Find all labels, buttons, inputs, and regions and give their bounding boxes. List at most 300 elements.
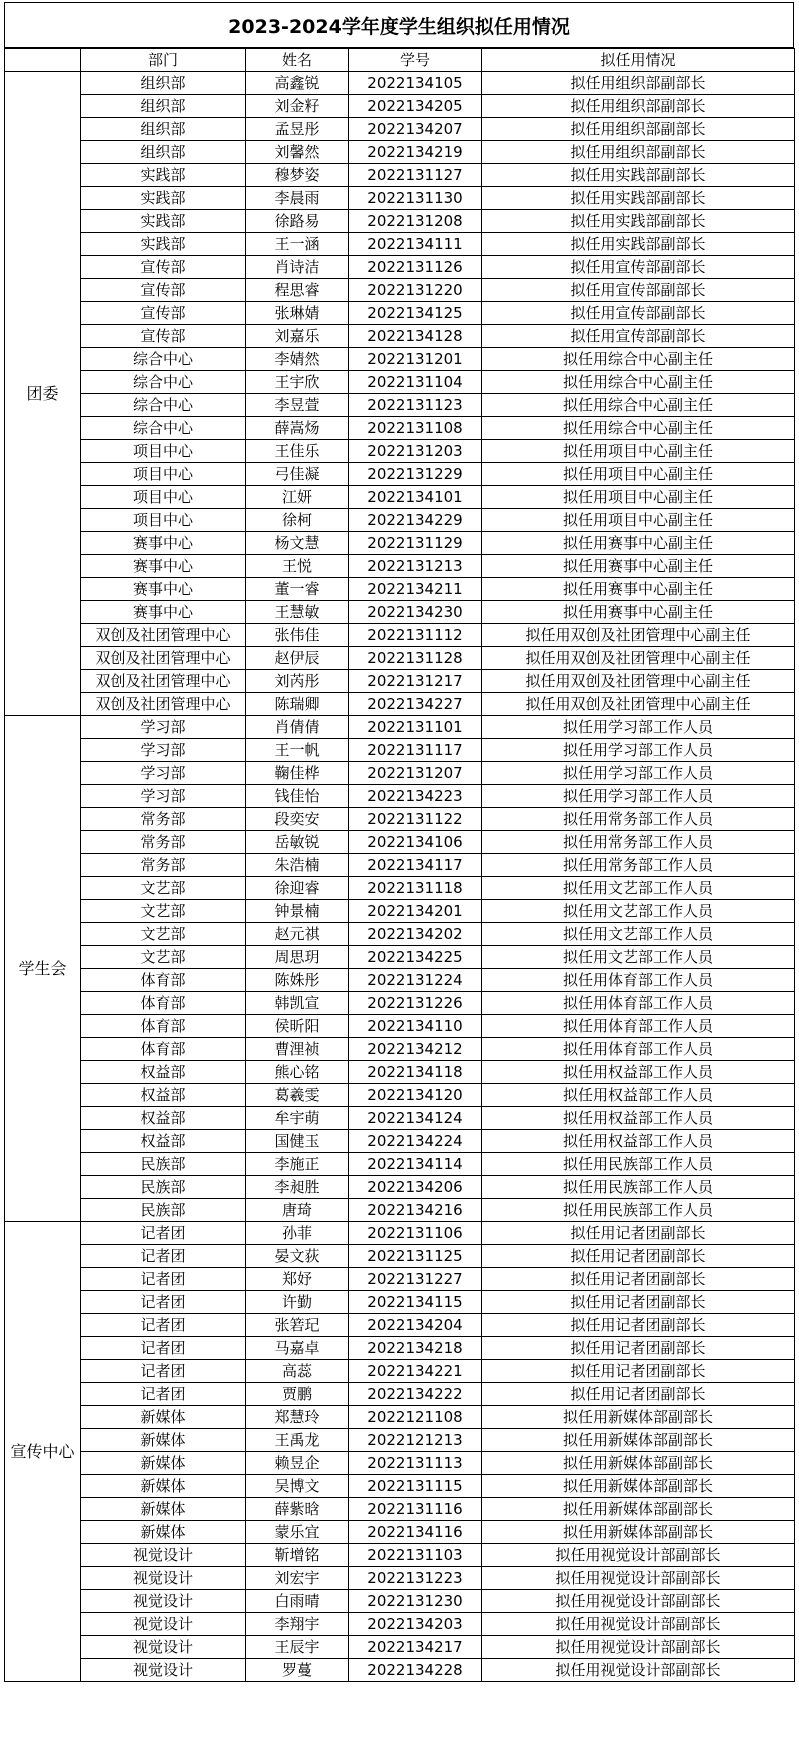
cell-appointment: 拟任用宣传部副部长 [482,256,795,279]
cell-student-id: 2022134206 [349,1176,482,1199]
cell-name: 王佳乐 [246,440,349,463]
cell-name: 陈瑞卿 [246,693,349,716]
cell-name: 朱浩楠 [246,854,349,877]
cell-student-id: 2022121213 [349,1429,482,1452]
cell-student-id: 2022134203 [349,1613,482,1636]
table-row [5,900,795,923]
header-student-id: 学号 [349,49,482,72]
table-row [5,394,795,417]
table-row [5,1061,795,1084]
cell-department: 文艺部 [81,923,246,946]
cell-appointment: 拟任用新媒体部副部长 [482,1452,795,1475]
cell-department: 实践部 [81,210,246,233]
cell-appointment: 拟任用综合中心副主任 [482,371,795,394]
table-row [5,946,795,969]
cell-name: 赵伊辰 [246,647,349,670]
table-row [5,647,795,670]
cell-student-id: 2022131118 [349,877,482,900]
cell-department: 权益部 [81,1107,246,1130]
cell-student-id: 2022134120 [349,1084,482,1107]
cell-student-id: 2022134116 [349,1521,482,1544]
cell-department: 常务部 [81,831,246,854]
cell-student-id: 2022134219 [349,141,482,164]
cell-department: 组织部 [81,141,246,164]
cell-name: 葛羲雯 [246,1084,349,1107]
cell-student-id: 2022134105 [349,72,482,95]
table-row [5,164,795,187]
cell-appointment: 拟任用组织部副部长 [482,72,795,95]
table-row [5,1107,795,1130]
cell-department: 文艺部 [81,900,246,923]
cell-student-id: 2022131217 [349,670,482,693]
cell-student-id: 2022131130 [349,187,482,210]
cell-department: 组织部 [81,118,246,141]
cell-name: 孙菲 [246,1222,349,1245]
table-row [5,1153,795,1176]
cell-student-id: 2022134128 [349,325,482,348]
table-row [5,348,795,371]
cell-appointment: 拟任用项目中心副主任 [482,463,795,486]
header-name: 姓名 [246,49,349,72]
cell-name: 韩凯宣 [246,992,349,1015]
table-row [5,1245,795,1268]
cell-department: 综合中心 [81,348,246,371]
cell-student-id: 2022134106 [349,831,482,854]
cell-student-id: 2022131104 [349,371,482,394]
table-row [5,210,795,233]
cell-student-id: 2022134117 [349,854,482,877]
cell-appointment: 拟任用项目中心副主任 [482,486,795,509]
cell-name: 侯昕阳 [246,1015,349,1038]
cell-department: 视觉设计 [81,1613,246,1636]
cell-name: 肖倩倩 [246,716,349,739]
cell-name: 熊心铭 [246,1061,349,1084]
table-row [5,1406,795,1429]
cell-department: 学习部 [81,785,246,808]
cell-name: 赵元祺 [246,923,349,946]
cell-name: 徐柯 [246,509,349,532]
cell-department: 赛事中心 [81,532,246,555]
cell-appointment: 拟任用文艺部工作人员 [482,877,795,900]
cell-student-id: 2022131106 [349,1222,482,1245]
cell-department: 记者团 [81,1245,246,1268]
cell-appointment: 拟任用新媒体部副部长 [482,1498,795,1521]
cell-department: 学习部 [81,716,246,739]
table-row [5,877,795,900]
cell-appointment: 拟任用记者团副部长 [482,1268,795,1291]
cell-department: 体育部 [81,969,246,992]
cell-name: 赖昱企 [246,1452,349,1475]
cell-student-id: 2022134205 [349,95,482,118]
cell-name: 王辰宇 [246,1636,349,1659]
cell-appointment: 拟任用常务部工作人员 [482,831,795,854]
cell-name: 李施正 [246,1153,349,1176]
table-row [5,486,795,509]
cell-appointment: 拟任用视觉设计部副部长 [482,1544,795,1567]
cell-student-id: 2022131129 [349,532,482,555]
cell-appointment: 拟任用学习部工作人员 [482,739,795,762]
cell-name: 岳敏锐 [246,831,349,854]
header-org-blank [5,49,81,72]
cell-student-id: 2022131213 [349,555,482,578]
cell-student-id: 2022131220 [349,279,482,302]
cell-name: 李昱萱 [246,394,349,417]
cell-name: 郑妤 [246,1268,349,1291]
cell-appointment: 拟任用权益部工作人员 [482,1107,795,1130]
cell-appointment: 拟任用新媒体部副部长 [482,1521,795,1544]
cell-appointment: 拟任用记者团副部长 [482,1245,795,1268]
cell-department: 双创及社团管理中心 [81,624,246,647]
cell-department: 综合中心 [81,394,246,417]
cell-name: 高蕊 [246,1360,349,1383]
table-row [5,417,795,440]
cell-student-id: 2022131117 [349,739,482,762]
cell-student-id: 2022134222 [349,1383,482,1406]
cell-appointment: 拟任用学习部工作人员 [482,785,795,808]
cell-department: 学习部 [81,762,246,785]
cell-appointment: 拟任用民族部工作人员 [482,1153,795,1176]
table-row [5,1084,795,1107]
cell-student-id: 2022134223 [349,785,482,808]
cell-student-id: 2022134224 [349,1130,482,1153]
cell-name: 徐路易 [246,210,349,233]
cell-appointment: 拟任用组织部副部长 [482,118,795,141]
cell-name: 刘芮彤 [246,670,349,693]
cell-appointment: 拟任用实践部副部长 [482,210,795,233]
cell-appointment: 拟任用视觉设计部副部长 [482,1590,795,1613]
cell-name: 晏文荻 [246,1245,349,1268]
cell-department: 视觉设计 [81,1636,246,1659]
cell-student-id: 2022131116 [349,1498,482,1521]
cell-appointment: 拟任用权益部工作人员 [482,1130,795,1153]
cell-name: 蒙乐宜 [246,1521,349,1544]
cell-name: 唐琦 [246,1199,349,1222]
cell-student-id: 2022131227 [349,1268,482,1291]
cell-department: 新媒体 [81,1406,246,1429]
cell-student-id: 2022134225 [349,946,482,969]
table-row [5,1314,795,1337]
table-row [5,693,795,716]
cell-department: 宣传部 [81,302,246,325]
cell-appointment: 拟任用新媒体部副部长 [482,1429,795,1452]
cell-name: 王慧敏 [246,601,349,624]
cell-department: 视觉设计 [81,1567,246,1590]
cell-appointment: 拟任用体育部工作人员 [482,1038,795,1061]
cell-appointment: 拟任用民族部工作人员 [482,1176,795,1199]
table-row [5,1659,795,1682]
table-row [5,279,795,302]
cell-appointment: 拟任用常务部工作人员 [482,854,795,877]
table-row [5,785,795,808]
cell-student-id: 2022131208 [349,210,482,233]
cell-student-id: 2022131125 [349,1245,482,1268]
cell-student-id: 2022131113 [349,1452,482,1475]
table-row [5,187,795,210]
cell-student-id: 2022134115 [349,1291,482,1314]
cell-appointment: 拟任用双创及社团管理中心副主任 [482,670,795,693]
cell-department: 记者团 [81,1222,246,1245]
table-row [5,969,795,992]
cell-student-id: 2022131122 [349,808,482,831]
cell-student-id: 2022134217 [349,1636,482,1659]
table-row [5,1429,795,1452]
cell-appointment: 拟任用体育部工作人员 [482,992,795,1015]
cell-name: 王宇欣 [246,371,349,394]
cell-organization: 宣传中心 [5,1222,81,1682]
cell-appointment: 拟任用学习部工作人员 [482,716,795,739]
cell-department: 权益部 [81,1084,246,1107]
cell-name: 陈姝彤 [246,969,349,992]
table-row [5,854,795,877]
cell-name: 李晨雨 [246,187,349,210]
cell-student-id: 2022134216 [349,1199,482,1222]
cell-student-id: 2022131108 [349,417,482,440]
cell-name: 程思睿 [246,279,349,302]
cell-student-id: 2022131226 [349,992,482,1015]
cell-appointment: 拟任用综合中心副主任 [482,394,795,417]
cell-name: 薛紫晗 [246,1498,349,1521]
cell-student-id: 2022131126 [349,256,482,279]
cell-appointment: 拟任用赛事中心副主任 [482,578,795,601]
cell-student-id: 2022134230 [349,601,482,624]
cell-student-id: 2022131103 [349,1544,482,1567]
cell-student-id: 2022134110 [349,1015,482,1038]
table-row [5,1199,795,1222]
cell-name: 曹浬祯 [246,1038,349,1061]
table-row [5,1015,795,1038]
table-row [5,1590,795,1613]
cell-appointment: 拟任用项目中心副主任 [482,509,795,532]
cell-student-id: 2022134118 [349,1061,482,1084]
cell-appointment: 拟任用实践部副部长 [482,187,795,210]
cell-department: 体育部 [81,1038,246,1061]
cell-department: 宣传部 [81,279,246,302]
cell-appointment: 拟任用学习部工作人员 [482,762,795,785]
cell-name: 李翔宇 [246,1613,349,1636]
cell-student-id: 2022134227 [349,693,482,716]
cell-department: 权益部 [81,1061,246,1084]
cell-department: 视觉设计 [81,1659,246,1682]
cell-name: 李昶胜 [246,1176,349,1199]
document-title: 2023-2024学年度学生组织拟任用情况 [4,2,794,48]
cell-appointment: 拟任用视觉设计部副部长 [482,1613,795,1636]
cell-name: 穆梦姿 [246,164,349,187]
cell-department: 学习部 [81,739,246,762]
cell-name: 李婧然 [246,348,349,371]
cell-department: 记者团 [81,1360,246,1383]
cell-appointment: 拟任用记者团副部长 [482,1383,795,1406]
cell-appointment: 拟任用赛事中心副主任 [482,601,795,624]
table-row [5,118,795,141]
table-row [5,1130,795,1153]
cell-name: 段奕安 [246,808,349,831]
table-row [5,716,795,739]
cell-department: 实践部 [81,187,246,210]
cell-department: 新媒体 [81,1452,246,1475]
cell-name: 江妍 [246,486,349,509]
cell-name: 肖诗洁 [246,256,349,279]
table-row [5,1636,795,1659]
cell-department: 项目中心 [81,509,246,532]
cell-appointment: 拟任用组织部副部长 [482,141,795,164]
cell-name: 牟宇萌 [246,1107,349,1130]
cell-appointment: 拟任用视觉设计部副部长 [482,1636,795,1659]
cell-name: 王悦 [246,555,349,578]
cell-student-id: 2022131203 [349,440,482,463]
cell-student-id: 2022134111 [349,233,482,256]
table-row [5,1360,795,1383]
cell-name: 罗蔓 [246,1659,349,1682]
cell-department: 文艺部 [81,946,246,969]
cell-department: 实践部 [81,233,246,256]
table-row [5,1452,795,1475]
cell-appointment: 拟任用双创及社团管理中心副主任 [482,624,795,647]
cell-student-id: 2022131230 [349,1590,482,1613]
cell-name: 马嘉卓 [246,1337,349,1360]
table-row [5,762,795,785]
cell-department: 综合中心 [81,417,246,440]
cell-student-id: 2022134229 [349,509,482,532]
cell-student-id: 2022131101 [349,716,482,739]
cell-name: 孟昱彤 [246,118,349,141]
cell-appointment: 拟任用项目中心副主任 [482,440,795,463]
cell-department: 双创及社团管理中心 [81,693,246,716]
cell-student-id: 2022131115 [349,1475,482,1498]
cell-name: 鞠佳桦 [246,762,349,785]
cell-appointment: 拟任用赛事中心副主任 [482,532,795,555]
table-row [5,624,795,647]
table-body [5,72,795,1682]
table-row [5,1038,795,1061]
cell-student-id: 2022134202 [349,923,482,946]
table-row [5,831,795,854]
table-row [5,808,795,831]
table-row [5,463,795,486]
cell-student-id: 2022131112 [349,624,482,647]
cell-student-id: 2022131223 [349,1567,482,1590]
cell-department: 项目中心 [81,463,246,486]
cell-student-id: 2022134201 [349,900,482,923]
cell-name: 王一涵 [246,233,349,256]
cell-name: 许勤 [246,1291,349,1314]
cell-name: 钟景楠 [246,900,349,923]
table-row [5,233,795,256]
table-row [5,440,795,463]
cell-name: 郑慧玲 [246,1406,349,1429]
cell-name: 董一睿 [246,578,349,601]
cell-department: 项目中心 [81,440,246,463]
cell-appointment: 拟任用体育部工作人员 [482,1015,795,1038]
cell-student-id: 2022131128 [349,647,482,670]
cell-name: 钱佳怡 [246,785,349,808]
cell-appointment: 拟任用宣传部副部长 [482,302,795,325]
table-row [5,670,795,693]
table-row [5,578,795,601]
cell-department: 宣传部 [81,256,246,279]
cell-appointment: 拟任用记者团副部长 [482,1314,795,1337]
cell-student-id: 2022134114 [349,1153,482,1176]
cell-appointment: 拟任用综合中心副主任 [482,348,795,371]
cell-department: 实践部 [81,164,246,187]
cell-department: 双创及社团管理中心 [81,647,246,670]
cell-name: 张琳婧 [246,302,349,325]
table-row [5,1613,795,1636]
cell-student-id: 2022131127 [349,164,482,187]
cell-appointment: 拟任用视觉设计部副部长 [482,1659,795,1682]
cell-department: 常务部 [81,854,246,877]
cell-department: 赛事中心 [81,578,246,601]
cell-department: 体育部 [81,1015,246,1038]
table-row [5,325,795,348]
cell-name: 吴博文 [246,1475,349,1498]
table-row [5,1544,795,1567]
cell-department: 权益部 [81,1130,246,1153]
cell-student-id: 2022121108 [349,1406,482,1429]
cell-name: 刘嘉乐 [246,325,349,348]
cell-student-id: 2022131201 [349,348,482,371]
cell-name: 刘金籽 [246,95,349,118]
cell-department: 组织部 [81,95,246,118]
table-row [5,1291,795,1314]
cell-organization: 学生会 [5,716,81,1222]
cell-appointment: 拟任用宣传部副部长 [482,325,795,348]
cell-student-id: 2022134124 [349,1107,482,1130]
cell-appointment: 拟任用实践部副部长 [482,164,795,187]
cell-department: 新媒体 [81,1475,246,1498]
cell-name: 张伟佳 [246,624,349,647]
cell-name: 王禹龙 [246,1429,349,1452]
table-row [5,1475,795,1498]
cell-name: 靳增铭 [246,1544,349,1567]
table-row [5,1567,795,1590]
cell-name: 周思玥 [246,946,349,969]
table-row [5,739,795,762]
cell-department: 记者团 [81,1291,246,1314]
cell-appointment: 拟任用权益部工作人员 [482,1084,795,1107]
table-row [5,1383,795,1406]
cell-appointment: 拟任用文艺部工作人员 [482,946,795,969]
cell-appointment: 拟任用宣传部副部长 [482,279,795,302]
cell-organization: 团委 [5,72,81,716]
cell-department: 赛事中心 [81,555,246,578]
cell-student-id: 2022134125 [349,302,482,325]
table-row [5,601,795,624]
cell-student-id: 2022131229 [349,463,482,486]
cell-appointment: 拟任用新媒体部副部长 [482,1475,795,1498]
cell-department: 文艺部 [81,877,246,900]
cell-appointment: 拟任用新媒体部副部长 [482,1406,795,1429]
cell-name: 国健玉 [246,1130,349,1153]
table-row [5,992,795,1015]
cell-appointment: 拟任用体育部工作人员 [482,969,795,992]
cell-department: 体育部 [81,992,246,1015]
table-row [5,923,795,946]
cell-appointment: 拟任用记者团副部长 [482,1291,795,1314]
table-row [5,532,795,555]
table-row [5,555,795,578]
cell-department: 新媒体 [81,1521,246,1544]
cell-student-id: 2022134218 [349,1337,482,1360]
cell-department: 新媒体 [81,1429,246,1452]
cell-department: 赛事中心 [81,601,246,624]
cell-appointment: 拟任用文艺部工作人员 [482,900,795,923]
table-row [5,1222,795,1245]
cell-appointment: 拟任用权益部工作人员 [482,1061,795,1084]
table-row [5,1268,795,1291]
appointment-table [4,48,795,1682]
header-appointment: 拟任用情况 [482,49,795,72]
cell-name: 杨文慧 [246,532,349,555]
